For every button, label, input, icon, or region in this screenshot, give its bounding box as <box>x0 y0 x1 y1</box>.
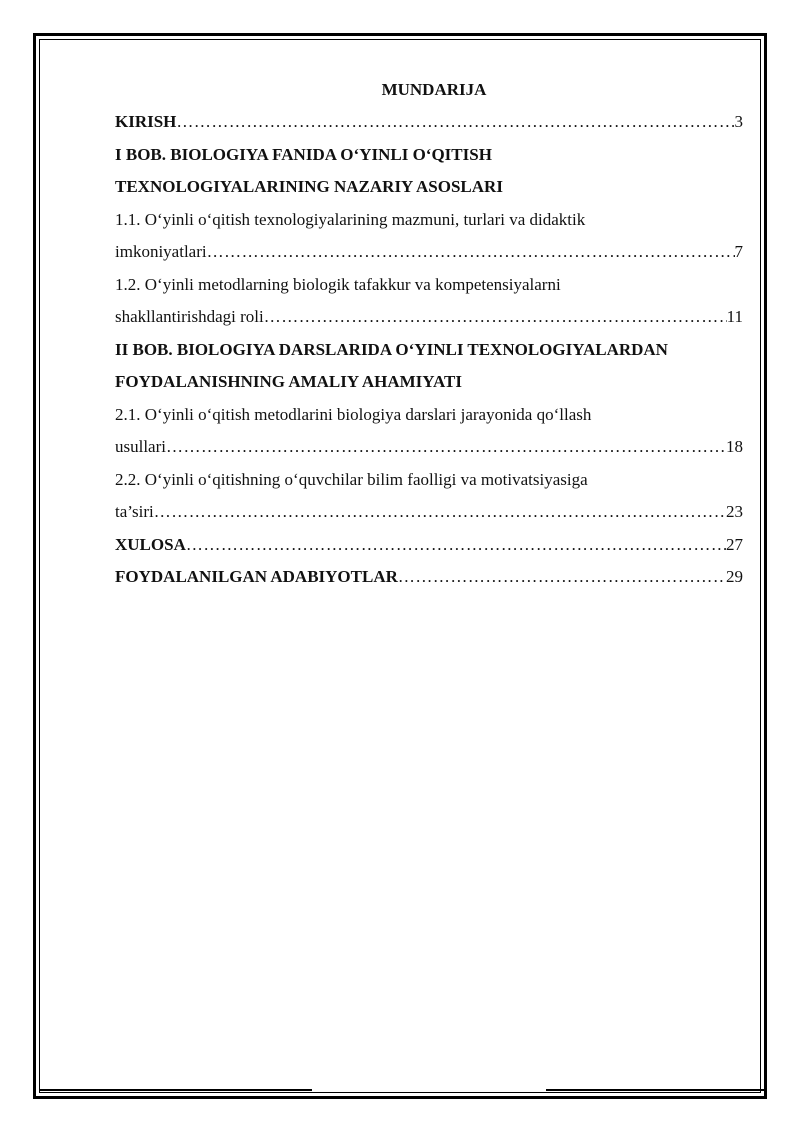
toc-page-number: 11 <box>726 307 743 326</box>
toc-entry-intro <box>115 106 743 139</box>
toc-entry-section-2-1 <box>115 431 743 464</box>
dot-leader <box>264 301 727 334</box>
dot-leader <box>398 561 726 594</box>
toc-page-number: 3 <box>734 112 743 131</box>
toc-entry-text: ta’siri <box>115 502 154 521</box>
toc-page-number: 23 <box>726 502 743 521</box>
section-2-2-line-1: 2.2. O‘yinli o‘qitishning o‘quvchilar bilim faolligi va motivatsiyasiga <box>115 469 588 489</box>
toc-page-number: 18 <box>726 437 743 456</box>
chapter-1-heading-line-2: TEXNOLOGIYALARINING NAZARIY ASOSLARI <box>115 177 503 196</box>
toc-entry-text: imkoniyatlari <box>115 242 207 261</box>
section-1-2-line-1: 1.2. O‘yinli metodlarning biologik tafakkur va kompetensiyalarni <box>115 274 561 294</box>
section-1-1-line-1: 1.1. O‘yinli o‘qitish texnologiyalarining mazmuni, turlari va didaktik <box>115 209 586 229</box>
toc-entry-text: KIRISH <box>115 112 177 131</box>
chapter-1-heading-line-1: I BOB. BIOLOGIYA FANIDA O‘YINLI O‘QITISH <box>115 144 492 164</box>
toc-entry-text: shakllantirishdagi roli <box>115 307 264 326</box>
toc-page-number: 7 <box>734 242 743 261</box>
toc-entry-references <box>115 561 743 594</box>
dot-leader <box>186 529 726 562</box>
dot-leader <box>154 496 726 529</box>
table-of-contents <box>115 74 743 594</box>
toc-entry-section-1-1 <box>115 236 743 269</box>
dot-leader <box>166 431 726 464</box>
toc-entry-section-1-2 <box>115 301 743 334</box>
chapter-2-heading-line-1: II BOB. BIOLOGIYA DARSLARIDA O‘YINLI TEXNOLOGIYALARDAN <box>115 339 668 359</box>
section-2-1-line-1: 2.1. O‘yinli o‘qitish metodlarini biologiya darslari jarayonida qo‘llash <box>115 404 592 424</box>
bottom-rule-left <box>40 1089 312 1091</box>
toc-entry-conclusion <box>115 529 743 562</box>
dot-leader <box>176 106 734 139</box>
toc-entry-section-2-2 <box>115 496 743 529</box>
toc-entry-text: FOYDALANILGAN ADABIYOTLAR <box>115 567 398 586</box>
toc-entry-text: usullari <box>115 437 166 456</box>
toc-entry-text: XULOSA <box>115 534 186 554</box>
bottom-rule-right <box>546 1089 766 1091</box>
toc-page-number: 27 <box>726 534 743 554</box>
chapter-2-heading-line-2: FOYDALANISHNING AMALIY AHAMIYATI <box>115 372 462 391</box>
dot-leader <box>207 236 735 269</box>
toc-title: MUNDARIJA <box>381 80 487 99</box>
toc-page-number: 29 <box>726 567 743 586</box>
